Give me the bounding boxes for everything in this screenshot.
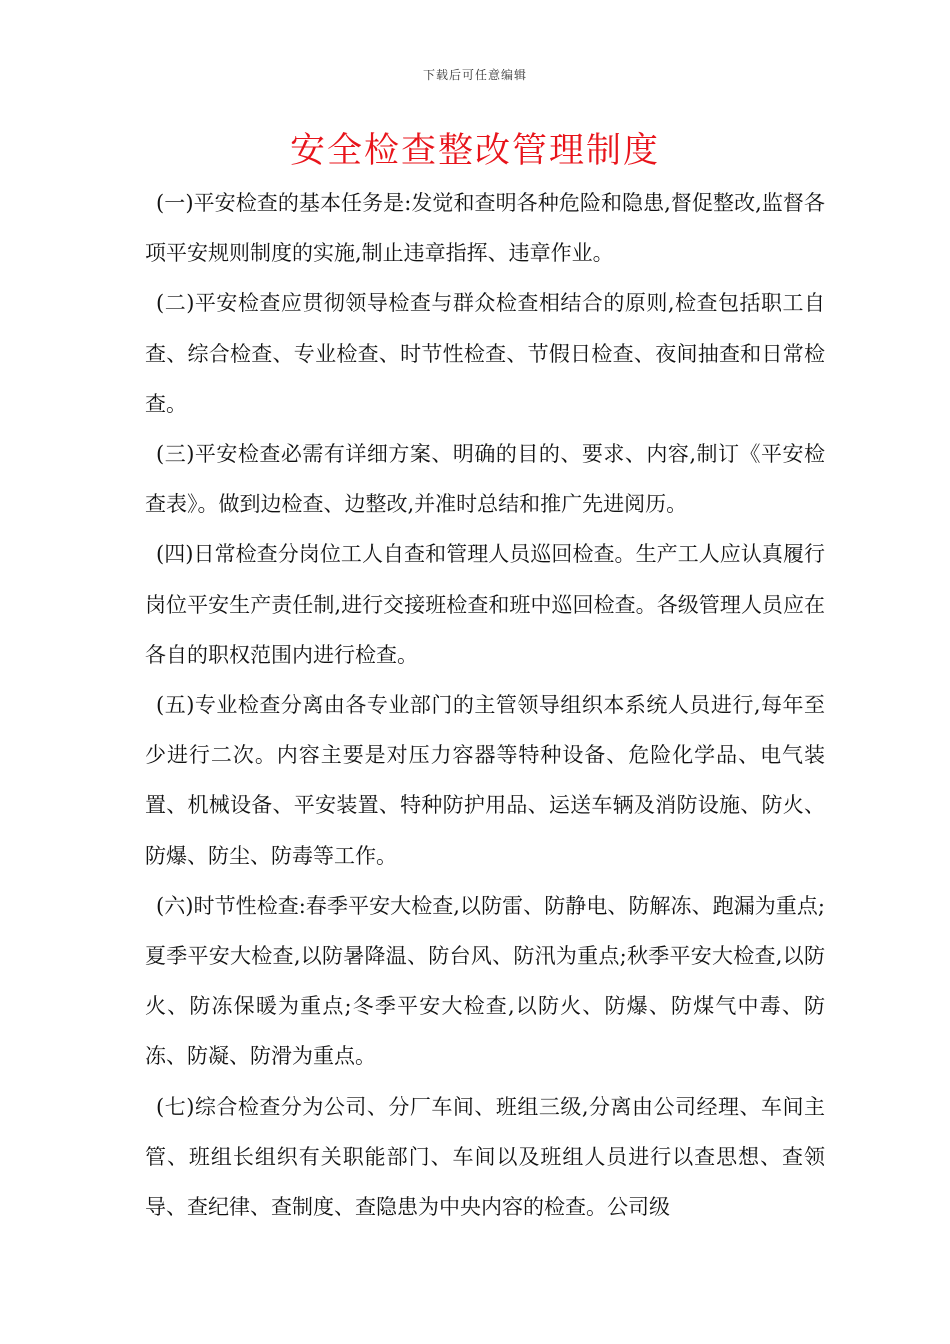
document-body	[145, 178, 825, 1232]
paragraph-5: (五)专业检查分离由各专业部门的主管领导组织本系统人员进行,每年至少进行二次。内容主要是对压力容器等特种设备、危险化学品、电气装置、机械设备、平安装置、特种防护用品、运送车辆及消防设施、防火、防爆、防尘、防毒等工作。	[145, 693, 825, 868]
paragraph-6: (六)时节性检查:春季平安大检查,以防雷、防静电、防解冻、跑漏为重点;夏季平安大检查,以防暑降温、防台风、防汛为重点;秋季平安大检查,以防火、防冻保暖为重点;冬季平安大检查,以防火、防爆、防煤气中毒、防冻、防凝、防滑为重点。	[145, 893, 825, 1069]
header-note: 下载后可任意编辑	[422, 68, 527, 82]
paragraph-1: (一)平安检查的基本任务是:发觉和查明各种危险和隐患,督促整改,监督各项平安规则制度的实施,制止违章指挥、违章作业。	[145, 191, 825, 266]
paragraph-3: (三)平安检查必需有详细方案、明确的目的、要求、内容,制订《平安检查表》。做到边检查、边整改,并准时总结和推广先进阅历。	[145, 442, 825, 517]
paragraph-7: (七)综合检查分为公司、分厂车间、班组三级,分离由公司经理、车间主管、班组长组织有关职能部门、车间以及班组人员进行以查思想、查领导、查纪律、查制度、查隐患为中央内容的检查。公司级	[145, 1094, 825, 1220]
paragraph-2: (二)平安检查应贯彻领导检查与群众检查相结合的原则,检查包括职工自查、综合检查、专业检查、时节性检查、节假日检查、夜间抽查和日常检查。	[145, 291, 825, 416]
document-title: 安全检查整改管理制度	[289, 131, 660, 171]
paragraph-4: (四)日常检查分岗位工人自查和管理人员巡回检查。生产工人应认真履行岗位平安生产责任制,进行交接班检查和班中巡回检查。各级管理人员应在各自的职权范围内进行检查。	[145, 542, 825, 667]
